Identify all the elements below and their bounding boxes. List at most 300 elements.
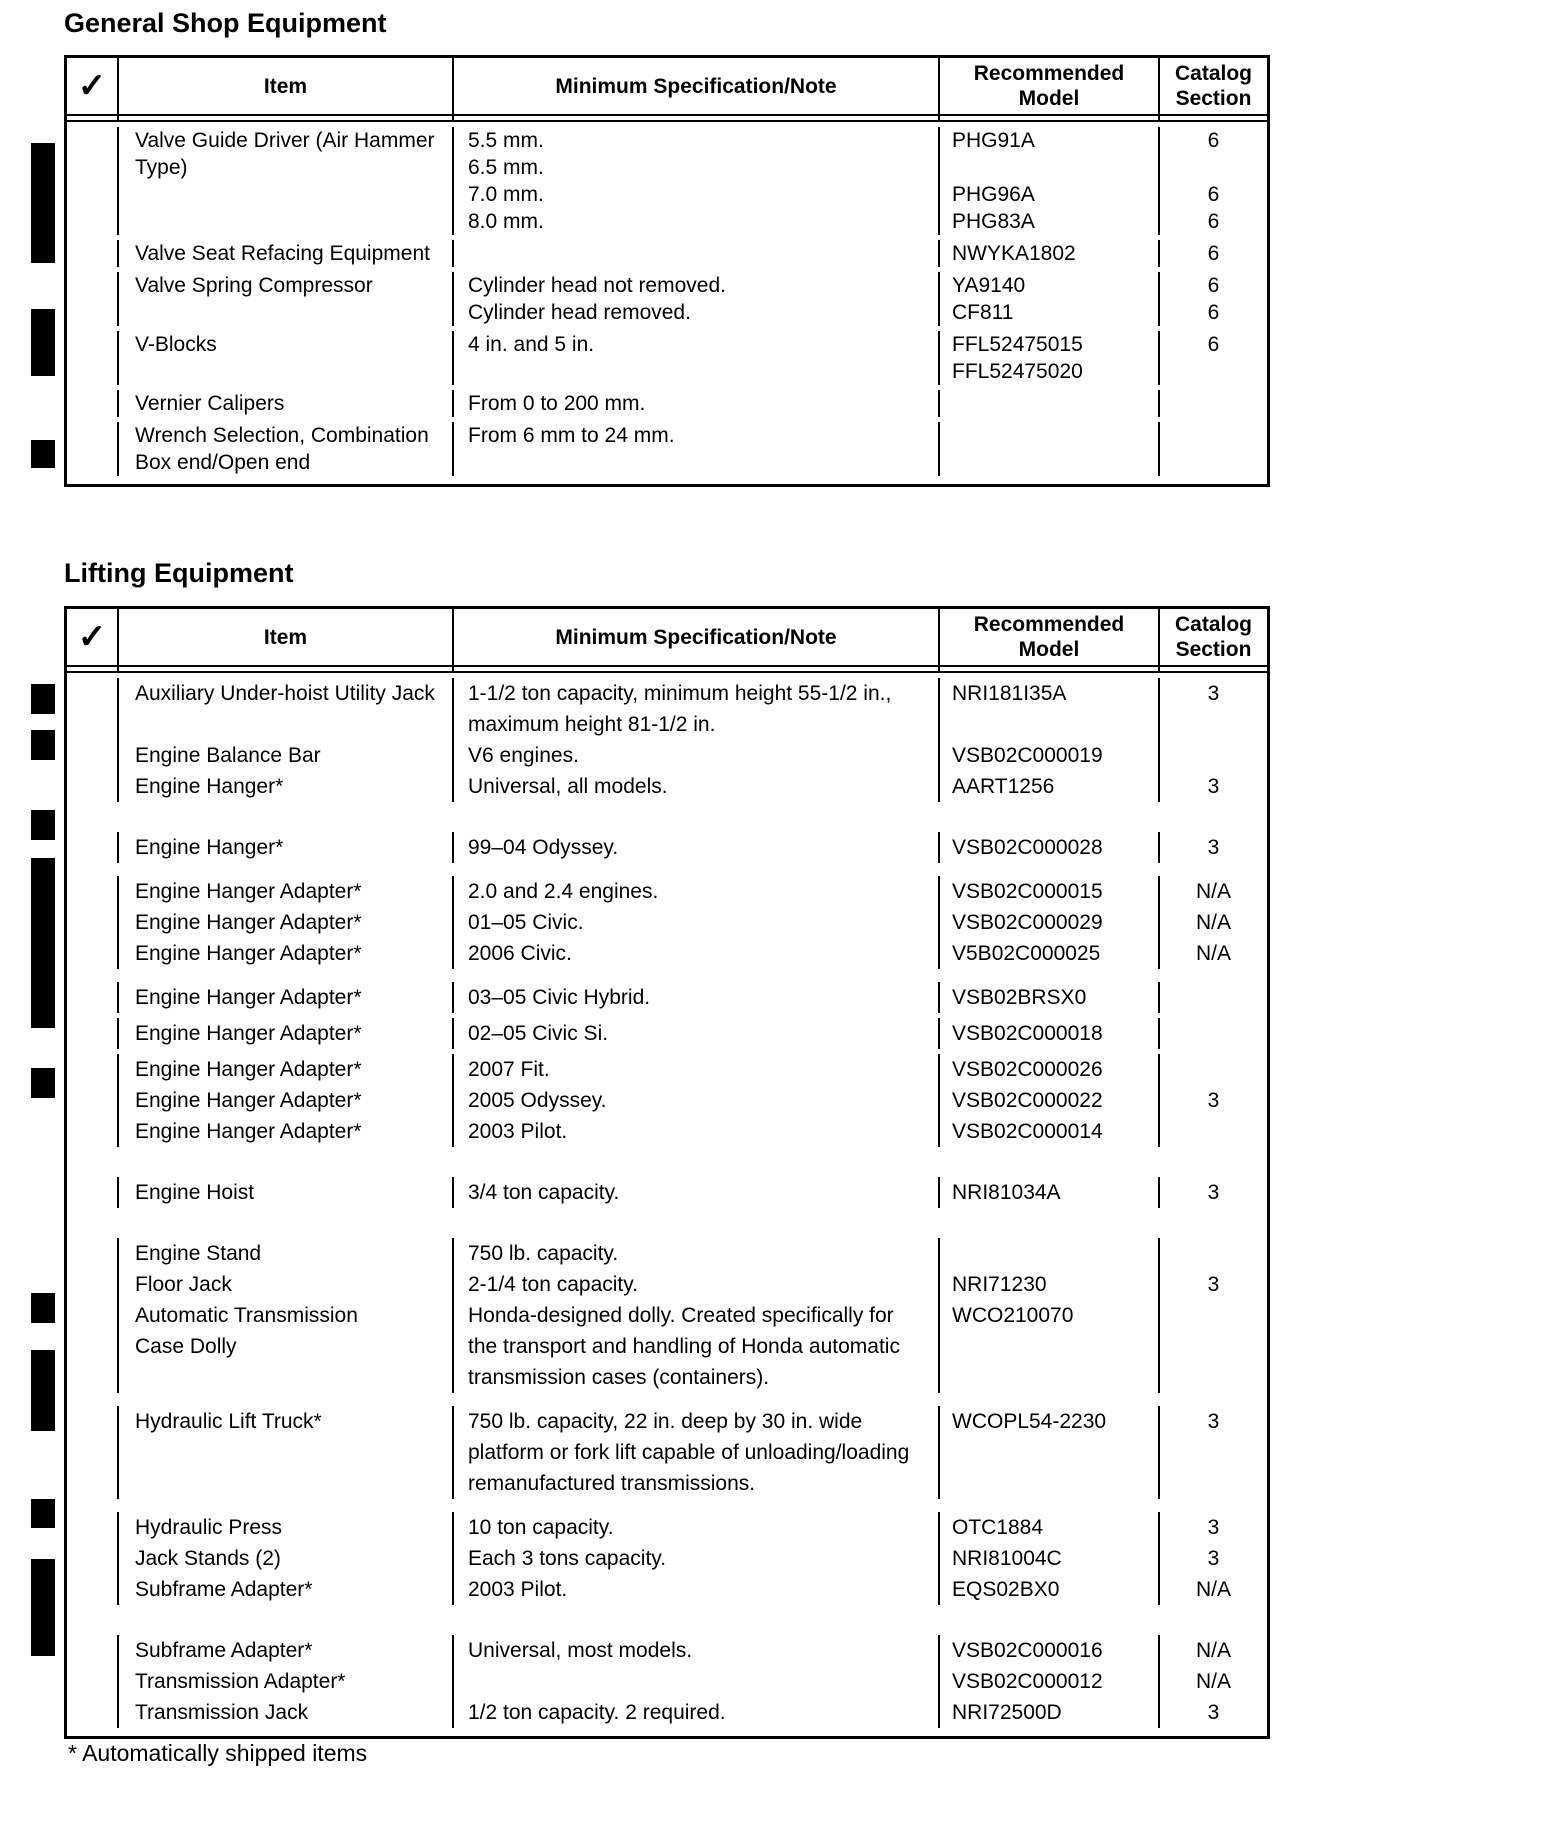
cell-line: VSB02C000022	[952, 1089, 1103, 1112]
cell-line: VSB02C000016	[952, 1639, 1103, 1662]
model-cell	[940, 982, 1160, 1013]
model-cell	[940, 422, 1160, 476]
item-cell	[119, 240, 454, 267]
check-cell	[67, 938, 119, 969]
cell-line: the transport and handling of Honda automatic	[468, 1335, 900, 1358]
section-cell	[1160, 1269, 1267, 1300]
model-cell	[940, 1085, 1160, 1116]
cell-line	[67, 1018, 117, 1049]
cell-line: Engine Hanger Adapter*	[135, 1022, 362, 1045]
cell-line: Engine Stand	[135, 1242, 262, 1265]
cell-line: OTC1884	[952, 1516, 1044, 1539]
cell-line	[67, 1269, 117, 1300]
cell-line: VSB02C000026	[952, 1058, 1103, 1081]
item-column-label: Item	[263, 625, 308, 649]
table-header-row	[67, 609, 1267, 665]
model-cell	[940, 1300, 1160, 1393]
check-cell	[67, 832, 119, 863]
cell-line: NWYKA1802	[952, 242, 1076, 265]
section-cell	[1160, 832, 1267, 863]
cell-line: 3	[1207, 836, 1220, 859]
item-cell	[119, 1406, 454, 1499]
section-cell	[1160, 1177, 1267, 1208]
cell-line: 3/4 ton capacity.	[468, 1181, 620, 1204]
model-cell	[940, 1697, 1160, 1728]
section-cell	[1160, 1300, 1267, 1393]
section-cell	[1160, 740, 1267, 771]
cell-line: 3	[1207, 775, 1220, 798]
section-cell	[1160, 1238, 1267, 1269]
cell-line	[952, 390, 1152, 417]
check-cell	[67, 1512, 119, 1543]
spec-cell	[454, 1116, 940, 1147]
cell-line: Automatic Transmission	[135, 1304, 358, 1327]
cell-line	[67, 1054, 117, 1085]
cell-line: 3	[1207, 682, 1220, 705]
spec-cell	[454, 1238, 940, 1269]
cell-line	[67, 938, 117, 969]
table-row	[67, 1666, 1267, 1697]
table-row	[67, 982, 1267, 1013]
section-cell	[1160, 390, 1267, 417]
section-cell	[1160, 771, 1267, 802]
cell-line: Engine Hanger Adapter*	[135, 1120, 362, 1143]
model-cell	[940, 1116, 1160, 1147]
cell-line: 7.0 mm.	[468, 183, 544, 206]
general-shop-equipment-table	[64, 55, 1270, 487]
table-row	[67, 1018, 1267, 1049]
spec-cell	[454, 907, 940, 938]
model-column-label-line1: Recommended	[973, 62, 1125, 85]
cell-line: maximum height 81-1/2 in.	[468, 713, 716, 736]
cell-line: N/A	[1195, 911, 1231, 934]
check-cell	[67, 390, 119, 417]
cell-line: CF811	[952, 301, 1014, 324]
cell-line: 5.5 mm.	[468, 129, 544, 152]
cell-line: Engine Hoist	[135, 1181, 255, 1204]
cell-line: 1-1/2 ton capacity, minimum height 55-1/2 in.,	[468, 682, 892, 705]
cell-line: N/A	[1195, 1670, 1231, 1693]
cell-line	[67, 1512, 117, 1543]
section-cell	[1160, 1574, 1267, 1605]
table-row	[67, 1512, 1267, 1543]
model-cell	[940, 390, 1160, 417]
table-row	[67, 938, 1267, 969]
section-cell	[1160, 127, 1267, 235]
table-row	[67, 422, 1267, 476]
cell-line: 03–05 Civic Hybrid.	[468, 986, 651, 1009]
section-column-header	[1160, 609, 1267, 665]
spec-cell	[454, 1054, 940, 1085]
section-column-header	[1160, 58, 1267, 114]
spec-cell	[454, 1406, 940, 1499]
spec-cell	[454, 876, 940, 907]
section-title-general-shop-equipment: General Shop Equipment	[64, 8, 387, 38]
cell-line	[67, 1238, 117, 1269]
section-cell	[1160, 1406, 1267, 1499]
section-cell	[1160, 1666, 1267, 1697]
cell-line: remanufactured transmissions.	[468, 1472, 756, 1495]
cell-line: WCOPL54-2230	[952, 1410, 1107, 1433]
spec-cell	[454, 127, 940, 235]
cell-line: 750 lb. capacity, 22 in. deep by 30 in. wide	[468, 1410, 863, 1433]
header-double-rule	[67, 114, 1267, 122]
spec-cell	[454, 240, 940, 267]
model-cell	[940, 1574, 1160, 1605]
table-row	[67, 907, 1267, 938]
spec-cell	[454, 1635, 940, 1666]
item-cell	[119, 127, 454, 235]
cell-line: Transmission Adapter*	[135, 1670, 346, 1693]
table-row	[67, 876, 1267, 907]
header-double-rule	[67, 665, 1267, 673]
section-cell	[1160, 907, 1267, 938]
cell-line: Universal, all models.	[468, 775, 668, 798]
model-cell	[940, 907, 1160, 938]
item-column-label: Item	[263, 74, 308, 98]
cell-line	[67, 272, 117, 299]
item-column-header	[119, 58, 454, 114]
cell-line: Jack Stands (2)	[135, 1547, 281, 1570]
cell-line: N/A	[1195, 942, 1231, 965]
cell-line: Hydraulic Press	[135, 1516, 283, 1539]
change-bar	[31, 1559, 55, 1656]
table-row	[67, 1116, 1267, 1147]
change-bar	[31, 1499, 55, 1528]
table-row	[67, 1269, 1267, 1300]
check-cell	[67, 678, 119, 740]
cell-line: 2-1/4 ton capacity.	[468, 1273, 639, 1296]
section-cell	[1160, 422, 1267, 476]
check-cell	[67, 876, 119, 907]
cell-line	[1160, 422, 1267, 449]
check-column-header	[67, 609, 119, 665]
item-cell	[119, 1697, 454, 1728]
cell-line: 2003 Pilot.	[468, 1120, 568, 1143]
spec-cell	[454, 982, 940, 1013]
check-cell	[67, 771, 119, 802]
cell-line	[952, 154, 1152, 181]
table-row	[67, 1300, 1267, 1393]
cell-line: NRI181I35A	[952, 682, 1067, 705]
item-cell	[119, 331, 454, 385]
cell-line: Auxiliary Under-hoist Utility Jack	[135, 682, 435, 705]
cell-line	[1160, 1238, 1267, 1269]
section-column-label-line2: Section	[1175, 87, 1252, 110]
cell-line	[67, 771, 117, 802]
item-cell	[119, 771, 454, 802]
cell-line: Honda-designed dolly. Created specifically for	[468, 1304, 894, 1327]
model-cell	[940, 240, 1160, 267]
cell-line: NRI71230	[952, 1273, 1047, 1296]
check-cell	[67, 422, 119, 476]
section-cell	[1160, 982, 1267, 1013]
cell-line: Engine Hanger Adapter*	[135, 986, 362, 1009]
cell-line: VSB02C000028	[952, 836, 1103, 859]
model-cell	[940, 127, 1160, 235]
spec-cell	[454, 1512, 940, 1543]
model-cell	[940, 1512, 1160, 1543]
check-cell	[67, 1269, 119, 1300]
cell-line: 3	[1207, 1273, 1220, 1296]
check-cell	[67, 1406, 119, 1499]
cell-line: 8.0 mm.	[468, 210, 544, 233]
check-cell	[67, 331, 119, 385]
change-bar	[31, 684, 55, 714]
table-row	[67, 1635, 1267, 1666]
change-bar	[31, 858, 55, 1028]
section-cell	[1160, 876, 1267, 907]
check-cell	[67, 982, 119, 1013]
change-bar	[31, 1293, 55, 1323]
cell-line: Box end/Open end	[135, 451, 311, 474]
item-cell	[119, 678, 454, 740]
cell-line: Each 3 tons capacity.	[468, 1547, 667, 1570]
cell-line: 2005 Odyssey.	[468, 1089, 607, 1112]
cell-line: FFL52475015	[952, 333, 1083, 356]
section-cell	[1160, 1085, 1267, 1116]
cell-line: 3	[1207, 1089, 1220, 1112]
section-cell	[1160, 272, 1267, 326]
model-cell	[940, 1666, 1160, 1697]
change-bar	[31, 440, 55, 468]
cell-line: 2003 Pilot.	[468, 1578, 568, 1601]
cell-line	[67, 331, 117, 358]
cell-line: Subframe Adapter*	[135, 1639, 313, 1662]
section-column-label-line1: Catalog	[1174, 613, 1252, 636]
cell-line	[67, 422, 117, 449]
item-cell	[119, 422, 454, 476]
item-cell	[119, 1300, 454, 1393]
cell-line: 2006 Civic.	[468, 942, 572, 965]
cell-line	[67, 240, 117, 267]
item-cell	[119, 1635, 454, 1666]
cell-line	[1160, 1018, 1267, 1049]
table-row	[67, 1054, 1267, 1085]
cell-line: 1/2 ton capacity. 2 required.	[468, 1701, 726, 1724]
cell-line: N/A	[1195, 880, 1231, 903]
section-cell	[1160, 1018, 1267, 1049]
cell-line: 2.0 and 2.4 engines.	[468, 880, 659, 903]
table-row	[67, 678, 1267, 740]
item-cell	[119, 1543, 454, 1574]
table-row	[67, 1238, 1267, 1269]
check-cell	[67, 740, 119, 771]
table-row	[67, 272, 1267, 326]
cell-line	[1160, 358, 1267, 385]
cell-line: From 0 to 200 mm.	[468, 392, 646, 415]
check-cell	[67, 1300, 119, 1393]
cell-line	[67, 1543, 117, 1574]
cell-line: 3	[1207, 1547, 1220, 1570]
cell-line: transmission cases (containers).	[468, 1366, 770, 1389]
spec-cell	[454, 1574, 940, 1605]
cell-line: 6	[1207, 242, 1220, 265]
item-cell	[119, 1238, 454, 1269]
cell-line: Floor Jack	[135, 1273, 232, 1296]
spec-cell	[454, 390, 940, 417]
cell-line: V5B02C000025	[952, 942, 1101, 965]
section-cell	[1160, 1635, 1267, 1666]
cell-line: 6.5 mm.	[468, 156, 544, 179]
cell-line: 6	[1207, 129, 1220, 152]
spec-cell	[454, 1177, 940, 1208]
cell-line: 6	[1207, 301, 1220, 324]
table-row	[67, 1574, 1267, 1605]
check-cell	[67, 1666, 119, 1697]
check-cell	[67, 1177, 119, 1208]
section-cell	[1160, 1054, 1267, 1085]
cell-line: VSB02C000019	[952, 744, 1103, 767]
cell-line: Universal, most models.	[468, 1639, 693, 1662]
model-cell	[940, 1054, 1160, 1085]
change-bar	[31, 143, 55, 263]
cell-line: 750 lb. capacity.	[468, 1242, 619, 1265]
section-cell	[1160, 1116, 1267, 1147]
cell-line: Cylinder head removed.	[468, 301, 691, 324]
item-cell	[119, 272, 454, 326]
cell-line: Engine Hanger Adapter*	[135, 1089, 362, 1112]
spec-cell	[454, 1269, 940, 1300]
model-cell	[940, 1543, 1160, 1574]
cell-line: Engine Balance Bar	[135, 744, 321, 767]
cell-line: 01–05 Civic.	[468, 911, 584, 934]
check-cell	[67, 1697, 119, 1728]
table-row	[67, 1543, 1267, 1574]
model-cell	[940, 1238, 1160, 1269]
table-row	[67, 832, 1267, 863]
item-cell	[119, 832, 454, 863]
model-cell	[940, 331, 1160, 385]
model-column-header	[940, 58, 1160, 114]
item-cell	[119, 1574, 454, 1605]
cell-line	[67, 390, 117, 417]
model-column-label-line1: Recommended	[973, 613, 1125, 636]
cell-line: 99–04 Odyssey.	[468, 836, 619, 859]
spec-cell	[454, 272, 940, 326]
spec-cell	[454, 1666, 940, 1697]
cell-line: VSB02C000014	[952, 1120, 1103, 1143]
spec-cell	[454, 832, 940, 863]
cell-line: WCO210070	[952, 1304, 1074, 1327]
cell-line	[67, 832, 117, 863]
section-title-lifting-equipment: Lifting Equipment	[64, 558, 294, 588]
check-cell	[67, 127, 119, 235]
cell-line: 4 in. and 5 in.	[468, 333, 595, 356]
cell-line	[67, 1116, 117, 1147]
cell-line: 02–05 Civic Si.	[468, 1022, 609, 1045]
model-cell	[940, 1635, 1160, 1666]
cell-line: VSB02BRSX0	[952, 986, 1087, 1009]
check-cell	[67, 272, 119, 326]
cell-line	[67, 907, 117, 938]
table-row	[67, 1406, 1267, 1499]
model-cell	[940, 1406, 1160, 1499]
cell-line: Type)	[135, 156, 188, 179]
spec-cell	[454, 1018, 940, 1049]
spec-column-header	[454, 58, 940, 114]
check-cell	[67, 240, 119, 267]
cell-line: V-Blocks	[135, 333, 217, 356]
cell-line: VSB02C000012	[952, 1670, 1103, 1693]
cell-line: Vernier Calipers	[135, 392, 285, 415]
cell-line: N/A	[1195, 1639, 1231, 1662]
cell-line: 3	[1207, 1701, 1220, 1724]
table-row	[67, 331, 1267, 385]
cell-line: Subframe Adapter*	[135, 1578, 313, 1601]
model-cell	[940, 938, 1160, 969]
section-cell	[1160, 1697, 1267, 1728]
cell-line	[67, 1406, 117, 1437]
cell-line: VSB02C000029	[952, 911, 1103, 934]
section-cell	[1160, 1543, 1267, 1574]
spec-cell	[454, 422, 940, 476]
item-cell	[119, 1512, 454, 1543]
table-row	[67, 1697, 1267, 1728]
cell-line: PHG83A	[952, 210, 1035, 233]
model-cell	[940, 1269, 1160, 1300]
model-column-label-line2: Model	[1018, 638, 1080, 661]
cell-line: N/A	[1195, 1578, 1231, 1601]
check-cell	[67, 1543, 119, 1574]
cell-line: Engine Hanger Adapter*	[135, 942, 362, 965]
cell-line	[1160, 154, 1267, 181]
change-bar	[31, 730, 55, 760]
section-cell	[1160, 240, 1267, 267]
cell-line	[67, 1635, 117, 1666]
spec-cell	[454, 331, 940, 385]
check-cell	[67, 1085, 119, 1116]
cell-line	[67, 1177, 117, 1208]
cell-line: V6 engines.	[468, 744, 579, 767]
table-header-row	[67, 58, 1267, 114]
section-cell	[1160, 938, 1267, 969]
cell-line	[1160, 390, 1267, 417]
section-column-label-line1: Catalog	[1174, 62, 1252, 85]
cell-line: 3	[1207, 1410, 1220, 1433]
cell-line	[468, 1666, 928, 1697]
cell-line	[952, 1238, 1152, 1269]
cell-line: Engine Hanger*	[135, 836, 284, 859]
cell-line	[952, 422, 1152, 449]
cell-line: VSB02C000018	[952, 1022, 1103, 1045]
cell-line: Valve Spring Compressor	[135, 274, 373, 297]
item-cell	[119, 876, 454, 907]
cell-line	[1160, 1054, 1267, 1085]
model-column-label-line2: Model	[1018, 87, 1080, 110]
cell-line: NRI81004C	[952, 1547, 1062, 1570]
cell-line: 3	[1207, 1181, 1220, 1204]
model-cell	[940, 771, 1160, 802]
cell-line: PHG96A	[952, 183, 1035, 206]
cell-line: platform or fork lift capable of unloading/loading	[468, 1441, 910, 1464]
cell-line: Cylinder head not removed.	[468, 274, 726, 297]
section-cell	[1160, 678, 1267, 740]
cell-line: 6	[1207, 274, 1220, 297]
cell-line: Case Dolly	[135, 1335, 237, 1358]
cell-line: 3	[1207, 1516, 1220, 1539]
cell-line: 6	[1207, 333, 1220, 356]
table-row	[67, 1177, 1267, 1208]
cell-line	[1160, 982, 1267, 1013]
spec-cell	[454, 1085, 940, 1116]
spec-column-header	[454, 609, 940, 665]
check-cell	[67, 1054, 119, 1085]
checkmark-icon: ✓	[77, 66, 107, 105]
cell-line: Engine Hanger Adapter*	[135, 1058, 362, 1081]
model-cell	[940, 272, 1160, 326]
spec-cell	[454, 1300, 940, 1393]
